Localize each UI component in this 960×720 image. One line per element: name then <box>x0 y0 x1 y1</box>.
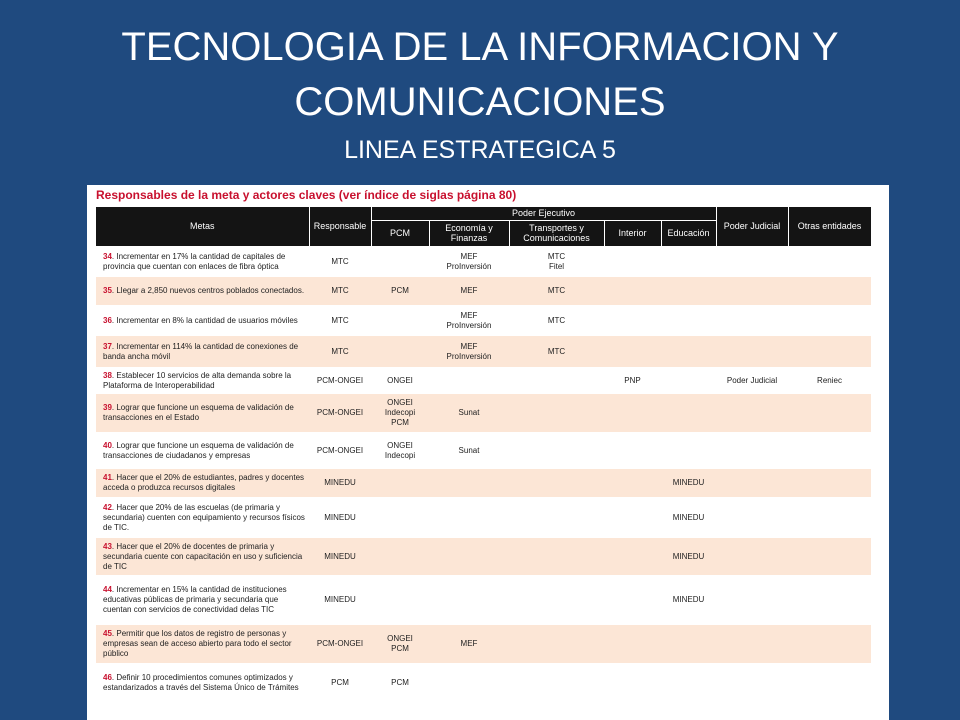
cell-transportes <box>509 469 604 497</box>
cell-interior <box>604 246 661 277</box>
cell-interior <box>604 575 661 625</box>
cell-poder-judicial <box>716 277 788 305</box>
cell-poder-judicial <box>716 305 788 336</box>
cell-otras-entidades <box>788 432 871 469</box>
cell-transportes <box>509 432 604 469</box>
meta-text: . Hacer que el 20% de estudiantes, padres y docentes acceda o produzca recursos digitales <box>103 473 305 492</box>
cell-interior <box>604 469 661 497</box>
cell-otras-entidades <box>788 538 871 575</box>
cell-poder-judicial <box>716 663 788 703</box>
meta-number: 44 <box>103 585 112 594</box>
cell-educacion <box>661 367 716 394</box>
cell-pcm <box>371 246 429 277</box>
cell-economia: MEF <box>429 625 509 663</box>
cell-interior <box>604 277 661 305</box>
cell-transportes <box>509 394 604 432</box>
cell-interior <box>604 663 661 703</box>
header-economia: Economía y Finanzas <box>429 220 509 246</box>
cell-pcm <box>371 336 429 367</box>
cell-otras-entidades <box>788 246 871 277</box>
header-otras-entidades: Otras entidades <box>788 207 871 246</box>
cell-transportes <box>509 497 604 538</box>
cell-poder-judicial <box>716 575 788 625</box>
table-row <box>96 625 871 663</box>
cell-educacion <box>661 394 716 432</box>
slide-title-line-2: COMUNICACIONES <box>294 80 666 124</box>
cell-interior <box>604 625 661 663</box>
cell-pcm <box>371 538 429 575</box>
cell-educacion <box>661 246 716 277</box>
cell-meta <box>96 367 309 394</box>
cell-educacion: MINEDU <box>661 538 716 575</box>
cell-meta <box>96 469 309 497</box>
cell-transportes <box>509 625 604 663</box>
meta-number: 35 <box>103 286 112 295</box>
table-row <box>96 575 871 625</box>
cell-interior <box>604 305 661 336</box>
cell-meta <box>96 497 309 538</box>
table-row <box>96 469 871 497</box>
header-responsable: Responsable <box>309 207 371 246</box>
meta-text: . Incrementar en 15% la cantidad de instituciones educativas públicas de primaria y secundaria que cuentan con servicios de conectividad delas TIC <box>103 585 287 614</box>
cell-poder-judicial <box>716 497 788 538</box>
meta-number: 34 <box>103 251 112 261</box>
cell-meta <box>96 663 309 703</box>
meta-text: . Incrementar en 8% la cantidad de usuarios móviles <box>111 315 298 325</box>
meta-number: 45 <box>103 629 112 638</box>
cell-educacion: MINEDU <box>672 595 705 604</box>
cell-economia <box>429 575 509 625</box>
header-pcm: PCM <box>371 220 429 246</box>
cell-otras-entidades <box>788 336 871 367</box>
cell-interior <box>604 432 661 469</box>
cell-pcm <box>371 497 429 538</box>
table-row <box>96 394 871 432</box>
cell-responsable: MTC <box>331 315 349 325</box>
cell-otras-entidades <box>788 575 871 625</box>
cell-otras-entidades <box>788 497 871 538</box>
cell-responsable: PCM <box>331 678 349 687</box>
cell-responsable: MINEDU <box>324 512 356 522</box>
cell-poder-judicial <box>716 394 788 432</box>
header-educacion: Educación <box>661 220 716 246</box>
table-row <box>96 432 871 469</box>
table-row <box>96 663 871 703</box>
cell-transportes <box>509 663 604 703</box>
meta-number: 38 <box>103 370 112 380</box>
cell-meta <box>96 277 309 305</box>
cell-educacion <box>661 663 716 703</box>
header-metas: Metas <box>96 207 309 246</box>
cell-economia <box>429 538 509 575</box>
cell-meta <box>96 336 309 367</box>
meta-number: 37 <box>103 341 112 351</box>
cell-meta <box>96 305 309 336</box>
document-image <box>87 185 889 720</box>
cell-interior <box>604 538 661 575</box>
cell-poder-judicial: Poder Judicial <box>726 375 778 385</box>
cell-transportes <box>509 538 604 575</box>
table-row <box>96 246 871 277</box>
cell-poder-judicial <box>716 336 788 367</box>
meta-text: . Lograr que funcione un esquema de validación de transacciones en el Estado <box>103 403 294 422</box>
cell-poder-judicial <box>716 246 788 277</box>
cell-economia <box>429 663 509 703</box>
cell-economia: Sunat <box>429 394 509 432</box>
cell-interior: PNP <box>624 375 641 385</box>
meta-text: . Hacer que el 20% de docentes de primaria y secundaria cuente con capacitación en uso y suficiencia de TIC <box>103 541 303 571</box>
cell-responsable: MTC <box>331 256 349 266</box>
slide-title-line-1: TECNOLOGIA DE LA INFORMACION Y <box>121 25 839 69</box>
header-transportes: Transportes y Comunicaciones <box>509 220 604 246</box>
table-row <box>96 538 871 575</box>
cell-economia <box>429 469 509 497</box>
cell-responsable: PCM-ONGEI <box>309 394 371 432</box>
cell-otras-entidades <box>788 277 871 305</box>
cell-transportes: MTC <box>509 336 604 367</box>
cell-responsable: MTC <box>309 336 371 367</box>
meta-number: 36 <box>103 315 112 325</box>
meta-text: . Permitir que los datos de registro de personas y empresas sean de acceso abierto para todo el sector público <box>103 629 292 658</box>
cell-economia: MEF ProInversión <box>429 336 509 367</box>
cell-transportes <box>509 367 604 394</box>
cell-otras-entidades <box>788 663 871 703</box>
cell-responsable: PCM-ONGEI <box>316 445 364 455</box>
cell-educacion <box>661 432 716 469</box>
meta-text: . Definir 10 procedimientos comunes optimizados y estandarizados a través del Sistema Único de Trámites <box>103 673 299 692</box>
cell-interior <box>604 336 661 367</box>
cell-otras-entidades <box>788 305 871 336</box>
cell-responsable: MINEDU <box>309 469 371 497</box>
cell-meta <box>96 538 309 575</box>
cell-economia: MEF <box>429 277 509 305</box>
cell-otras-entidades <box>788 625 871 663</box>
responsibility-table <box>96 207 872 703</box>
meta-number: 40 <box>103 440 112 450</box>
meta-number: 41 <box>103 473 112 482</box>
meta-number: 43 <box>103 541 112 551</box>
meta-text: . Establecer 10 servicios de alta demanda sobre la Plataforma de Interoperabilidad <box>103 370 292 390</box>
table-row <box>96 497 871 538</box>
cell-meta <box>96 246 309 277</box>
table-row <box>96 305 871 336</box>
cell-meta <box>96 394 309 432</box>
cell-responsable: PCM-ONGEI <box>309 625 371 663</box>
cell-otras-entidades: Reniec <box>817 375 842 385</box>
cell-educacion: MINEDU <box>672 512 705 522</box>
cell-educacion <box>661 625 716 663</box>
cell-poder-judicial <box>716 538 788 575</box>
cell-responsable: MINEDU <box>309 538 371 575</box>
meta-text: . Incrementar en 114% la cantidad de conexiones de banda ancha móvil <box>103 341 299 361</box>
cell-economia: MEF ProInversión <box>446 251 492 271</box>
cell-economia: Sunat <box>458 445 480 455</box>
cell-pcm: ONGEI Indecopi <box>384 440 416 460</box>
cell-responsable: PCM-ONGEI <box>316 375 364 385</box>
cell-educacion <box>661 336 716 367</box>
cell-otras-entidades <box>788 394 871 432</box>
meta-text: . Llegar a 2,850 nuevos centros poblados conectados. <box>111 286 305 295</box>
cell-economia: MEF ProInversión <box>446 310 492 330</box>
header-poder-judicial: Poder Judicial <box>716 207 788 246</box>
cell-educacion <box>661 305 716 336</box>
table-row <box>96 277 871 305</box>
meta-number: 39 <box>103 403 112 412</box>
header-interior: Interior <box>604 220 661 246</box>
slide-subtitle: LINEA ESTRATEGICA 5 <box>344 136 616 164</box>
cell-pcm <box>371 469 429 497</box>
table-row <box>96 336 871 367</box>
cell-interior <box>604 497 661 538</box>
table-row <box>96 367 871 394</box>
cell-pcm: ONGEI PCM <box>371 625 429 663</box>
cell-pcm: PCM <box>371 277 429 305</box>
cell-pcm: PCM <box>391 678 409 687</box>
cell-interior <box>604 394 661 432</box>
cell-pcm: ONGEI Indecopi PCM <box>371 394 429 432</box>
cell-educacion <box>661 277 716 305</box>
cell-transportes <box>509 575 604 625</box>
cell-economia <box>429 497 509 538</box>
cell-responsable: MINEDU <box>324 595 356 604</box>
meta-number: 42 <box>103 502 112 512</box>
meta-text: . Lograr que funcione un esquema de validación de transacciones de ciudadanos y empresas <box>103 440 294 460</box>
cell-pcm: ONGEI <box>387 375 413 385</box>
cell-educacion: MINEDU <box>661 469 716 497</box>
cell-meta <box>96 625 309 663</box>
cell-transportes: MTC Fitel <box>547 251 566 271</box>
cell-otras-entidades <box>788 469 871 497</box>
meta-number: 46 <box>103 673 112 682</box>
cell-economia <box>429 367 509 394</box>
cell-poder-judicial <box>716 432 788 469</box>
header-poder-ejecutivo: Poder Ejecutivo <box>371 207 716 220</box>
cell-transportes: MTC <box>547 315 566 325</box>
meta-text: . Incrementar en 17% la cantidad de capitales de provincia que cuentan con enlaces de fibra óptica <box>103 251 286 271</box>
cell-transportes: MTC <box>509 277 604 305</box>
cell-responsable: MTC <box>309 277 371 305</box>
document-heading: Responsables de la meta y actores claves (ver índice de siglas página 80) <box>96 188 517 202</box>
cell-pcm <box>371 575 429 625</box>
cell-pcm <box>371 305 429 336</box>
cell-poder-judicial <box>716 469 788 497</box>
cell-meta <box>96 575 309 625</box>
cell-meta <box>96 432 309 469</box>
meta-text: . Hacer que 20% de las escuelas (de primaria y secundaria) cuenten con equipamiento y recursos físicos de TIC. <box>103 502 305 532</box>
cell-poder-judicial <box>716 625 788 663</box>
